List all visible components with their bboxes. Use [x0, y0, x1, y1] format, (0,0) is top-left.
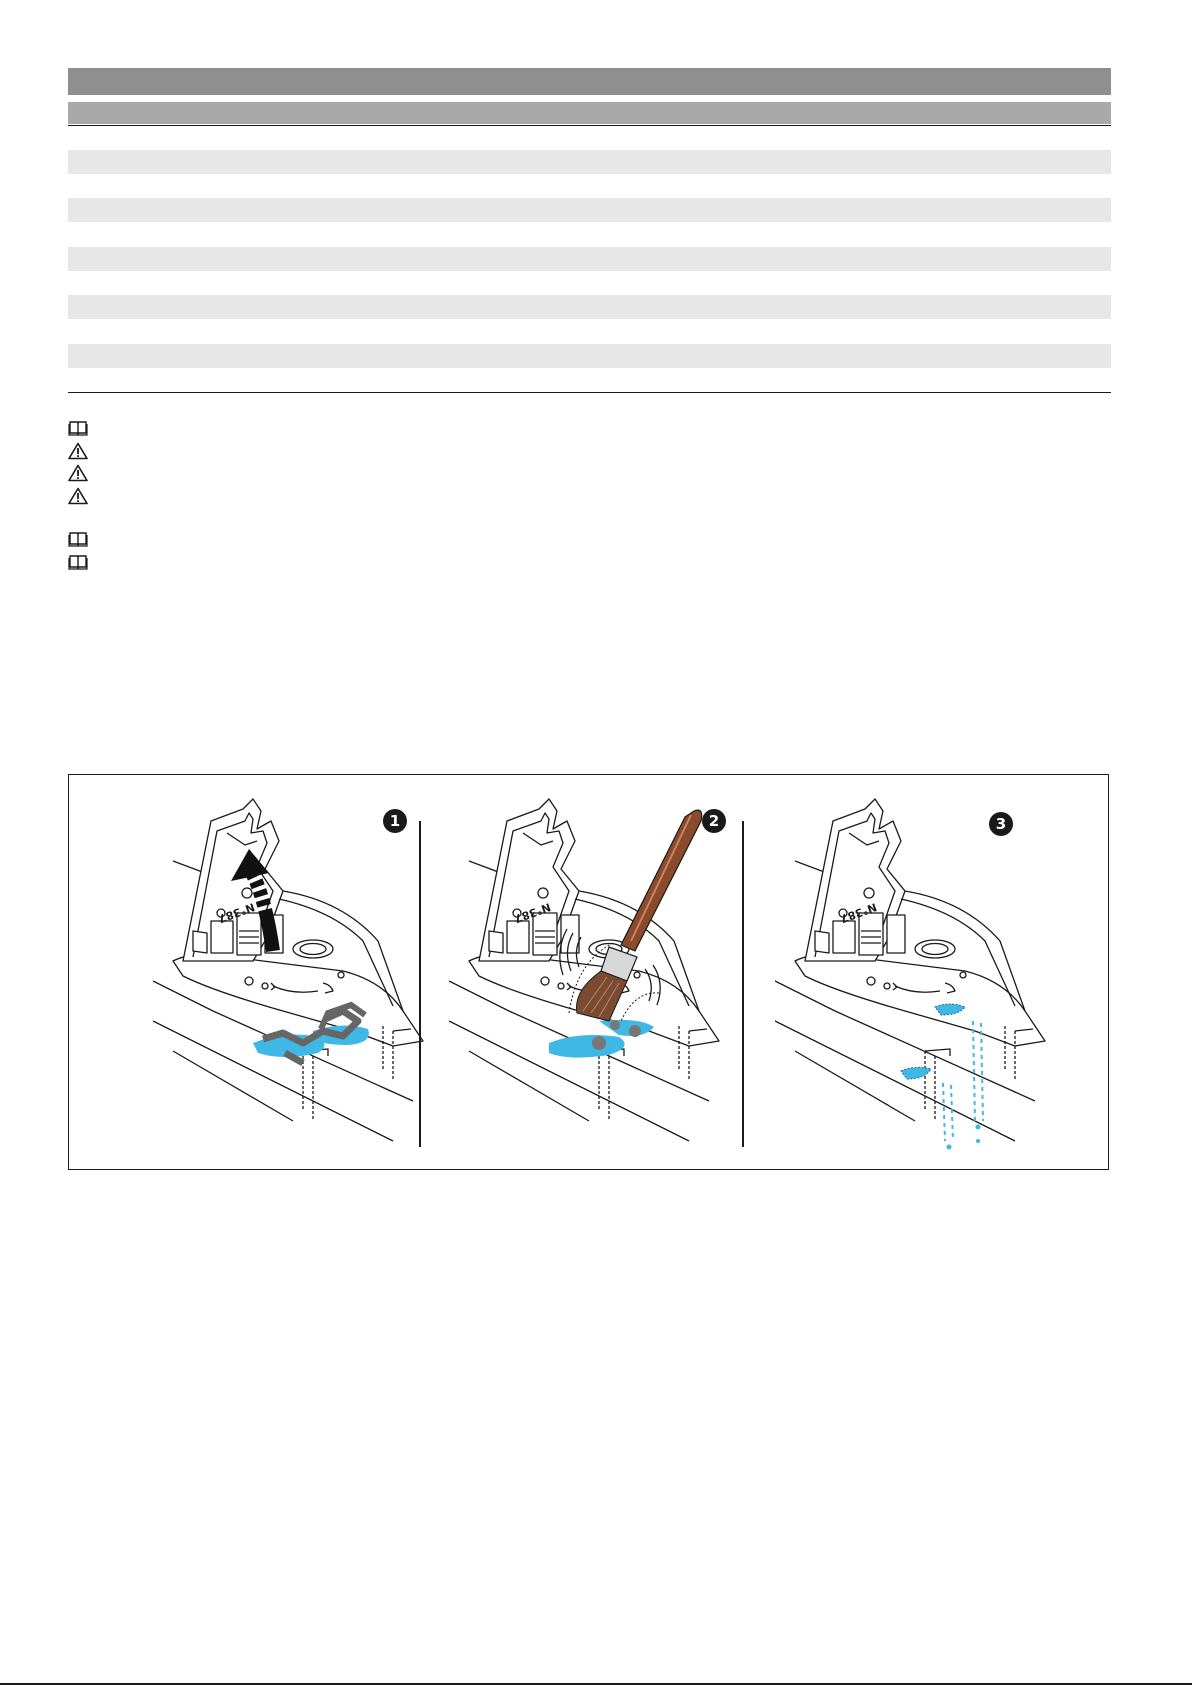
step-badge-3: 3 — [989, 812, 1013, 836]
device-label: N°387 — [512, 900, 553, 926]
device-label: N°387 — [838, 900, 879, 926]
book-icon — [68, 553, 88, 571]
warning-icon — [68, 487, 88, 505]
panel-divider — [742, 821, 744, 1147]
table-row — [68, 198, 1111, 222]
step-1-panel — [153, 781, 483, 1161]
table-bottom-rule — [68, 392, 1111, 393]
table-top-rule — [68, 125, 1111, 126]
book-icon — [68, 530, 88, 548]
book-icon — [68, 419, 88, 437]
panel-divider — [419, 821, 421, 1147]
warning-icon — [68, 464, 88, 482]
maintenance-figure — [68, 774, 1109, 1170]
step-3-panel — [775, 781, 1095, 1161]
table-row — [68, 295, 1111, 319]
device-label: N°387 — [216, 900, 257, 926]
table-row — [68, 150, 1111, 174]
table-row — [68, 247, 1111, 271]
step-badge-2: 2 — [702, 809, 726, 833]
table-row — [68, 344, 1111, 368]
step-badge-1: 1 — [383, 809, 407, 833]
warning-icon — [68, 442, 88, 460]
section-subtitle-bar — [68, 102, 1111, 124]
step-2-panel — [449, 781, 769, 1161]
section-title-bar — [68, 68, 1111, 95]
